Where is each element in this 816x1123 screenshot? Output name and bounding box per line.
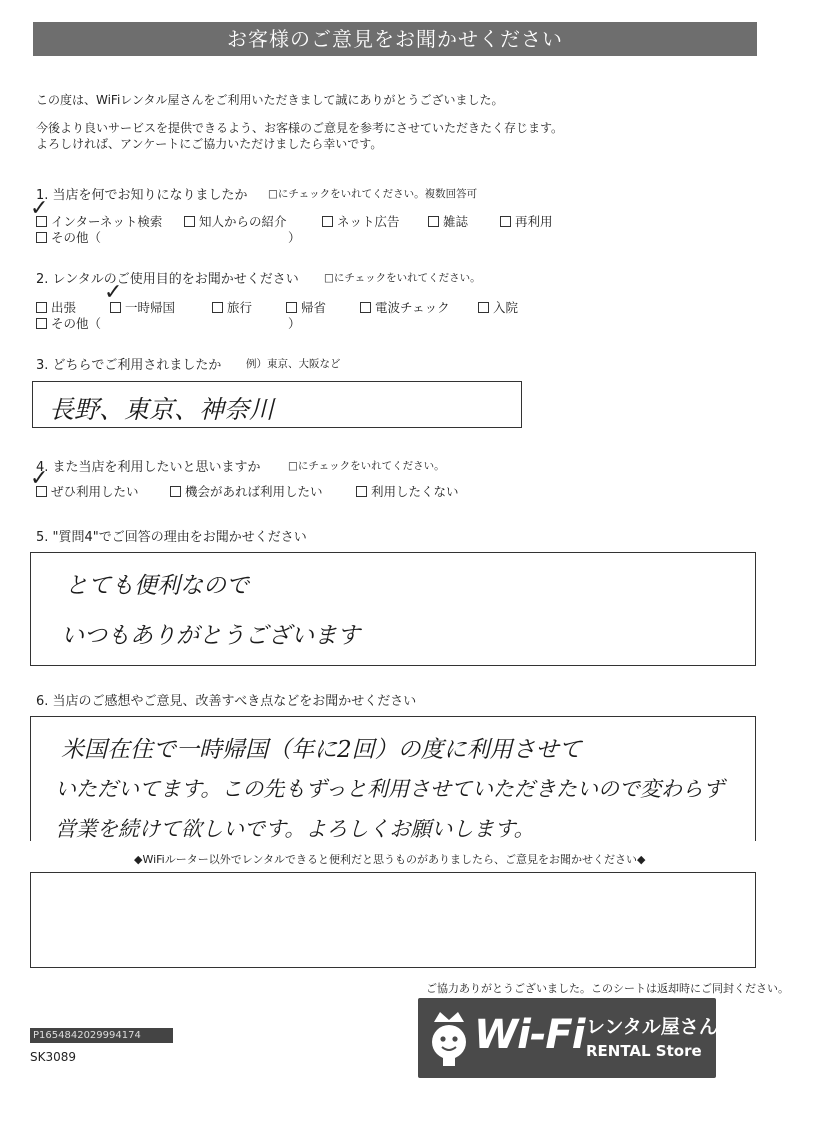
checkbox-icon (356, 486, 367, 497)
checkbox-icon (500, 216, 511, 227)
q3-answer-box[interactable] (32, 381, 522, 428)
checkbox-icon (286, 302, 297, 313)
checkbox-icon (360, 302, 371, 313)
q2-option-business[interactable]: 出張 (36, 298, 76, 316)
footer-thanks: ご協力ありがとうございました。このシートは返却時にご同封ください。 (426, 982, 789, 995)
q3-title: 3. どちらでご利用されましたか (36, 358, 222, 373)
q1-other-close: ） (288, 230, 301, 245)
q1-title: 1. 当店を何でお知りになりましたか (36, 188, 248, 203)
checkbox-icon (36, 232, 47, 243)
q6-answer-line-2: いただいてます。この先もずっと利用させていただきたいので変わらず (55, 777, 725, 801)
q6-answer-box[interactable] (30, 716, 756, 841)
intro-line-3: よろしければ、アンケートにご協力いただけましたら幸いです。 (36, 137, 383, 151)
sheet-code: SK3089 (30, 1050, 77, 1064)
q7-answer-box[interactable] (30, 872, 756, 968)
brand-en-text: RENTAL Store (586, 1042, 702, 1060)
q1-option-internet[interactable]: インターネット検索 (36, 212, 162, 230)
checkbox-icon (428, 216, 439, 227)
q1-option-other[interactable]: その他（ (36, 228, 101, 246)
brand-jp-text: レンタル屋さん (586, 1016, 718, 1038)
checkbox-icon (36, 486, 47, 497)
q2-option-travel[interactable]: 旅行 (212, 298, 252, 316)
q2-option-other[interactable]: その他（ (36, 314, 101, 332)
q4-option-definitely[interactable]: ぜひ利用したい (36, 482, 139, 500)
intro-line-1: この度は、WiFiレンタル屋さんをご利用いただきまして誠にありがとうございました。 (36, 93, 504, 107)
q1-note: □にチェックをいれてください。複数回答可 (268, 188, 478, 200)
q5-title: 5. "質問4"でご回答の理由をお聞かせください (36, 530, 307, 545)
q7-title: ◆WiFiルーター以外でレンタルできると便利だと思うものがありましたら、ご意見をお聞かせください◆ (134, 853, 646, 866)
checkbox-icon (322, 216, 333, 227)
q6-answer-line-1: 米国在住で一時帰国（年に2回）の度に利用させて (61, 737, 582, 763)
q4-title: 4. また当店を利用したいと思いますか (36, 460, 261, 475)
q2-option-hospital[interactable]: 入院 (478, 298, 518, 316)
checkbox-icon (36, 302, 47, 313)
checkbox-icon (478, 302, 489, 313)
intro-line-2: 今後より良いサービスを提供できるよう、お客様のご意見を参考にさせていただきたく存じます。 (36, 121, 564, 135)
brand-wifi-text: Wi-Fi (474, 1012, 585, 1058)
q1-option-magazine[interactable]: 雑誌 (428, 212, 468, 230)
page-title: お客様のご意見をお聞かせください (33, 22, 757, 56)
q1-option-referral[interactable]: 知人からの紹介 (184, 212, 287, 230)
q2-other-close: ） (288, 316, 301, 331)
q5-answer-line-2: いつもありがとうございます (61, 623, 360, 649)
q5-answer-box[interactable] (30, 552, 756, 666)
q1-option-reuse[interactable]: 再利用 (500, 212, 553, 230)
q6-title: 6. 当店のご感想やご意見、改善すべき点などをお聞かせください (36, 694, 417, 709)
brand-logo (418, 998, 716, 1078)
checkbox-icon (170, 486, 181, 497)
q6-answer-line-3: 営業を続けて欲しいです。よろしくお願いします。 (55, 817, 535, 841)
checkbox-icon (110, 302, 121, 313)
checkbox-icon (184, 216, 195, 227)
checkbox-icon (212, 302, 223, 313)
q3-answer-text: 長野、東京、神奈川 (49, 395, 275, 424)
q4-option-no[interactable]: 利用したくない (356, 482, 459, 500)
q1-option-net-ad[interactable]: ネット広告 (322, 212, 400, 230)
q3-note: 例）東京、大阪など (246, 358, 341, 370)
q1-check-mark-icon: ✓ (30, 196, 49, 221)
q2-note: □にチェックをいれてください。 (324, 272, 481, 284)
q4-check-mark-icon: ✓ (30, 466, 49, 491)
q2-option-homecoming[interactable]: 帰省 (286, 298, 326, 316)
mascot-icon (426, 1008, 472, 1068)
checkbox-icon (36, 216, 47, 227)
q4-note: □にチェックをいれてください。 (288, 460, 445, 472)
q2-check-mark-icon: ✓ (104, 280, 123, 305)
q2-title: 2. レンタルのご使用目的をお聞かせください (36, 272, 299, 287)
q5-answer-line-1: とても便利なので (65, 573, 249, 599)
q2-option-signal-check[interactable]: 電波チェック (360, 298, 450, 316)
checkbox-icon (36, 318, 47, 329)
barcode-label: P1654842029994174 (30, 1028, 173, 1043)
q4-option-if-chance[interactable]: 機会があれば利用したい (170, 482, 323, 500)
q2-option-return-home[interactable]: 一時帰国 (110, 298, 175, 316)
